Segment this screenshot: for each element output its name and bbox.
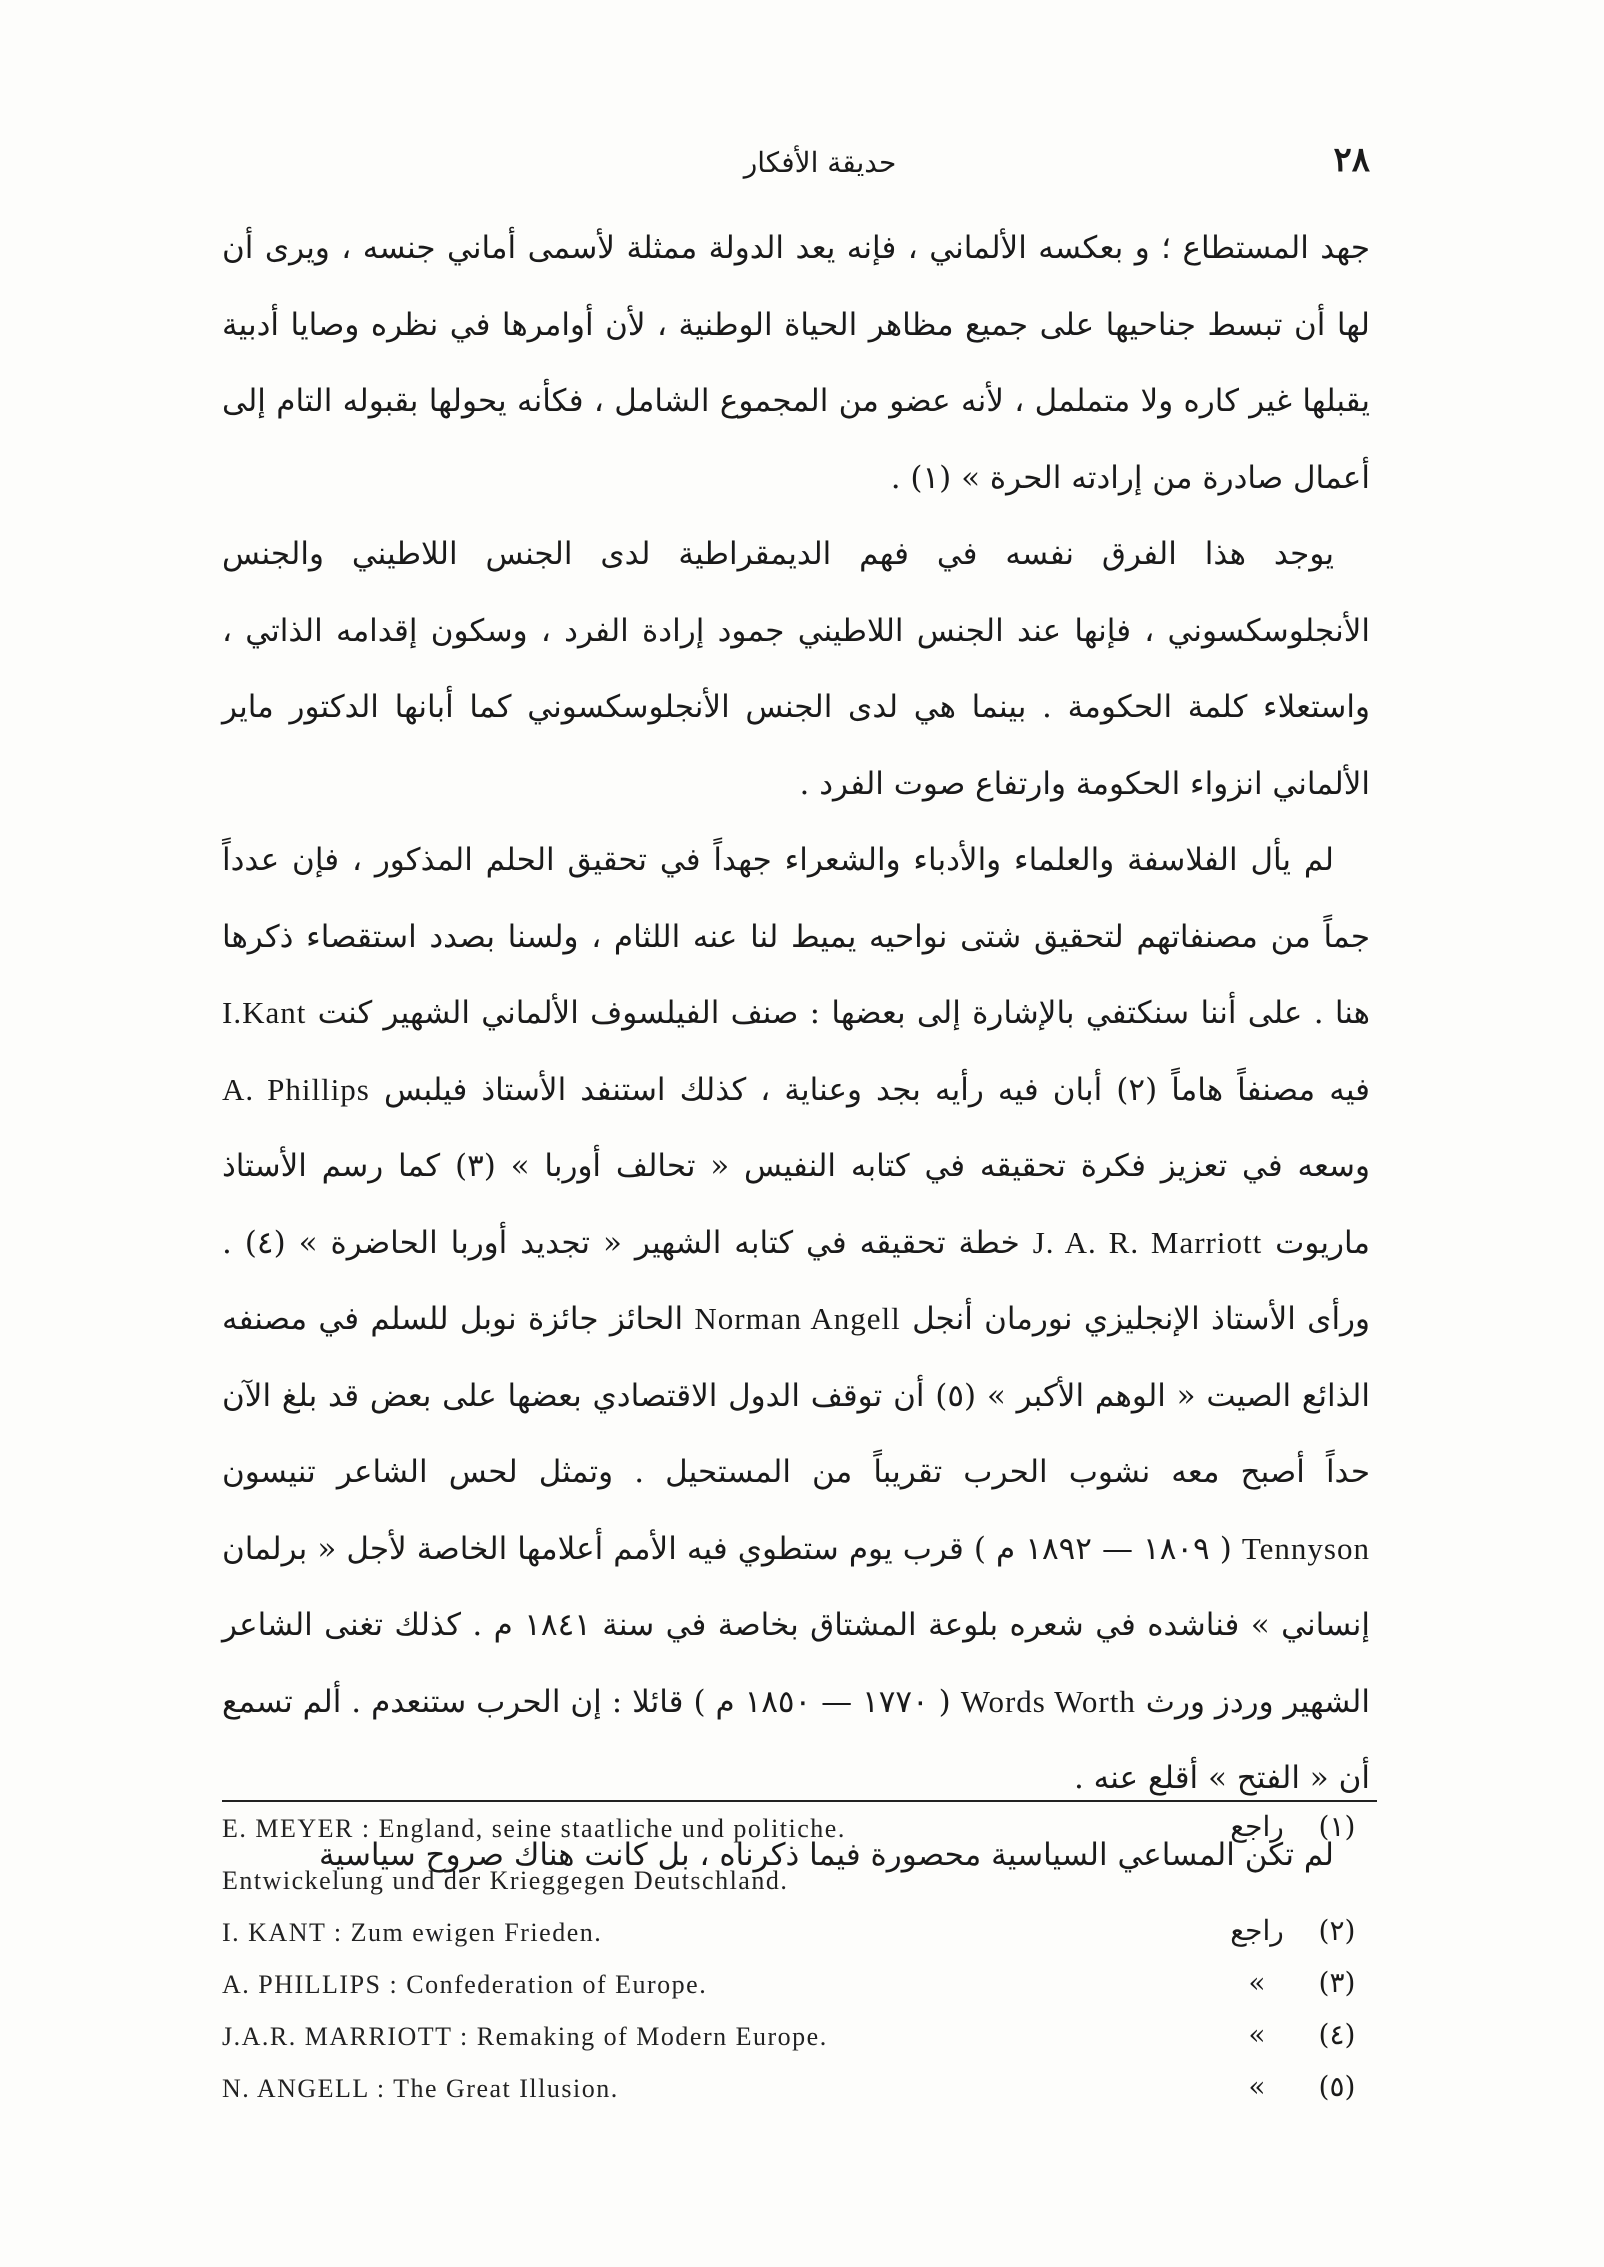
text-run: فيه مصنفاً هاماً (٢) أبان فيه رأيه بجد وعناية ، كذلك استنفد الأستاذ فيلبس	[369, 1071, 1371, 1108]
footnote-row	[222, 2068, 1372, 2120]
footnote-citation: A. PHILLIPS : Confederation of Europe.	[222, 1970, 708, 1999]
footnote-citation: I. KANT : Zum ewigen Frieden.	[222, 1918, 603, 1947]
footnote-label: راجع	[1230, 1914, 1284, 1947]
latin-name: J. A. R. Marriott	[1032, 1224, 1263, 1260]
footnote-label: »	[1248, 2018, 1266, 2051]
text-run: يوجد هذا الفرق نفسه في فهم الديمقراطية لدى الجنس اللاطيني والجنس الأنجلوسكسوني ، فإنها عند الجنس اللاطيني جمود إرادة الفرد ، وسكون إقدامه الذاتي ، واستعلاء كلمة الحكومة . بينما هي لدى الجنس الأنجلوسكسوني كما أبانها الدكتور ماير الألماني انزواء الحكومة وارتفاع صوت الفرد .	[222, 536, 1370, 802]
footnotes	[222, 1808, 1372, 2120]
text-run: لم تكن المساعي السياسية محصورة فيما ذكرناه ، بل كانت هناك صروح سياسية	[318, 1836, 1334, 1873]
footnote-citation: E. MEYER : England, seine staatliche und politiche.	[222, 1814, 846, 1843]
footnote-row	[222, 1808, 1372, 1860]
footnote-row	[222, 1912, 1372, 1964]
body-text	[222, 210, 1370, 1893]
footnote-marker	[1212, 1810, 1372, 1843]
paragraph	[222, 210, 1370, 516]
latin-name: Words Worth	[960, 1683, 1136, 1719]
footnote-marker	[1212, 1914, 1372, 1947]
page-header	[220, 140, 1370, 200]
text-run: لم يأل الفلاسفة والعلماء والأدباء والشعراء جهداً في تحقيق الحلم المذكور ، فإن عدداً جماً من مصنفاتهم لتحقيق شتى نواحيه يميط لنا عنه اللثام ، ولسنا بصدد استقصاء ذكرها هنا . على أننا سنكتفي بالإشارة إلى بعضها : صنف الفيلسوف الألماني الشهير كنت	[222, 842, 1370, 1031]
footnote-label: »	[1248, 2070, 1266, 2103]
latin-name: Norman Angell	[694, 1301, 901, 1336]
text-run: ( ١٨٠٩ — ١٨٩٢ م ) قرب يوم ستطوي فيه الأمم أعلامها الخاصة لأجل « برلمان إنساني » فناشده في شعره بلوعة المشتاق بخاصة في سنة ١٨٤١ م . كذلك تغنى الشاعر الشهير وردز ورث	[222, 1530, 1370, 1720]
text-run: الحائز جائزة نوبل للسلم في مصنفه الذائع الصيت « الوهم الأكبر » (٥) أن توقف الدول الاقتصادي بعضها على بعض قد بلغ الآن حداً أصبح معه نشوب الحرب تقريباً من المستحيل . وتمثل لحس الشاعر تنيسون	[222, 1301, 1370, 1490]
footnote-number: (١)	[1318, 1810, 1356, 1843]
footnote-label: راجع	[1230, 1810, 1284, 1843]
footnote-row	[222, 1964, 1372, 2016]
footnote-citation: N. ANGELL : The Great Illusion.	[222, 2074, 619, 2103]
footnote-number: (٢)	[1318, 1914, 1356, 1947]
paragraph	[222, 822, 1370, 1817]
footnote-citation: J.A.R. MARRIOTT : Remaking of Modern Europe.	[222, 2022, 828, 2051]
footnote-number: (٥)	[1318, 2070, 1356, 2103]
latin-name: Tennyson	[1241, 1530, 1370, 1566]
footnote-marker	[1212, 2018, 1372, 2051]
footnote-marker	[1212, 1966, 1372, 1999]
footnote-row	[222, 1860, 1372, 1912]
latin-name: A. Phillips	[222, 1071, 370, 1107]
page-number: ٢٨	[1333, 140, 1370, 180]
running-title: حديقة الأفكار	[743, 146, 897, 179]
text-run: وسعه في تعزيز فكرة تحقيقه في كتابه النفيس « تحالف أوربا » (٣) كما رسم الأستاذ ماريوت	[222, 1148, 1371, 1261]
latin-name: I.Kant	[222, 995, 307, 1030]
footnote-label: »	[1248, 1966, 1266, 1999]
text-run: خطة تحقيقه في كتابه الشهير « تجديد أوربا الحاضرة » (٤) . ورأى الأستاذ الإنجليزي نورمان أنجل	[222, 1224, 1370, 1337]
footnote-number: (٣)	[1318, 1966, 1356, 1999]
footnote-citation: Entwickelung und der Krieggegen Deutschland.	[222, 1866, 789, 1895]
footnote-marker	[1212, 2070, 1372, 2103]
text-run: جهد المستطاع ؛ و بعكسه الألماني ، فإنه يعد الدولة ممثلة لأسمى أماني جنسه ، ويرى أن لها أن تبسط جناحيها على جميع مظاهر الحياة الوطنية ، لأن أوامرها في نظره وصايا أدبية يقبلها غير كاره ولا متململ ، لأنه عضو من المجموع الشامل ، فكأنه يحولها بقبوله التام إلى أعمال صادرة من إرادته الحرة » (١) .	[222, 230, 1370, 496]
footnote-row	[222, 2016, 1372, 2068]
text-run: ( ١٧٧٠ — ١٨٥٠ م ) قائلا : إن الحرب ستنعدم . ألم تسمع أن « الفتح » أقلع عنه .	[222, 1683, 1370, 1796]
paragraph	[222, 516, 1370, 822]
footnote-number: (٤)	[1318, 2018, 1356, 2051]
footnote-marker	[1212, 1862, 1372, 1895]
footnote-divider	[222, 1800, 1377, 1802]
